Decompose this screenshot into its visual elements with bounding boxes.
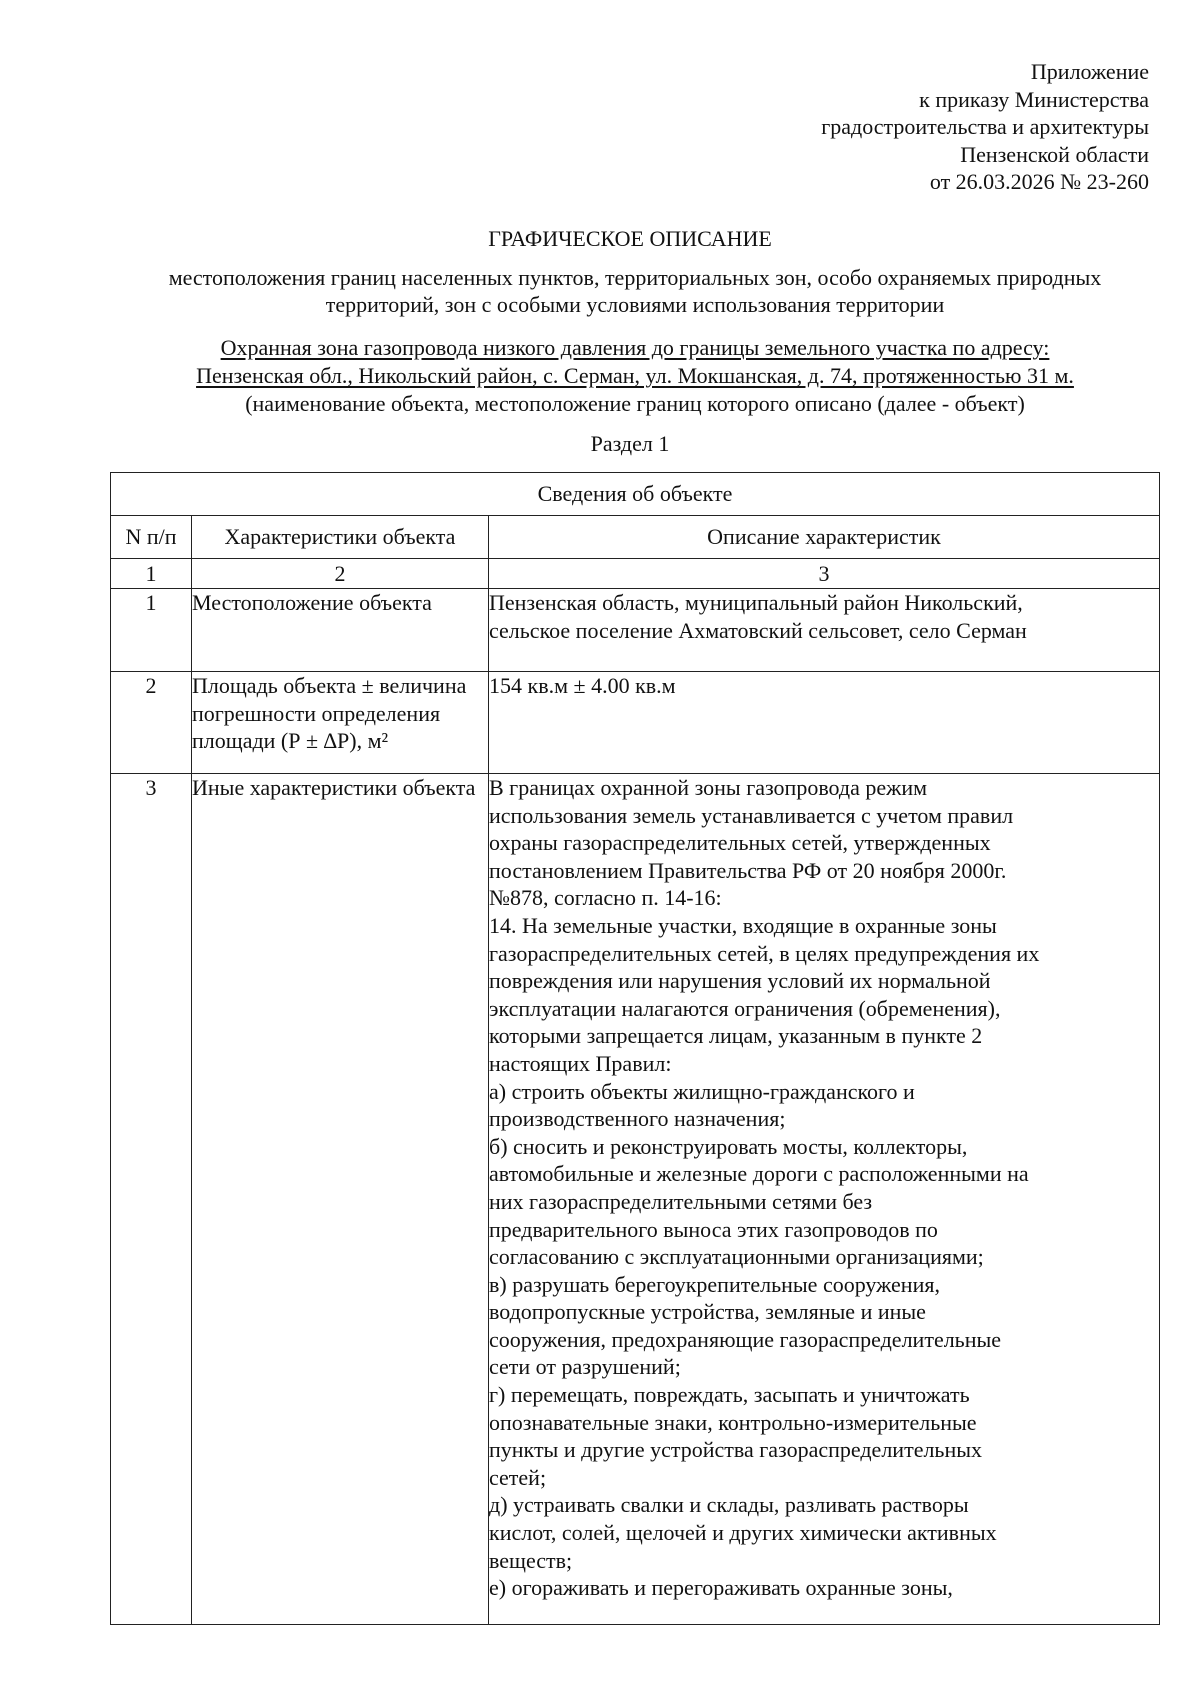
characteristic-line: Площадь объекта ± величина — [192, 673, 467, 698]
description-line: опознавательные знаки, контрольно-измерительные — [489, 1409, 977, 1435]
description-line: е) огораживать и перегораживать охранные зоны, — [489, 1575, 953, 1601]
description-line: В границах охранной зоны газопровода режим — [489, 775, 928, 800]
appendix-line: градостроительства и архитектуры — [821, 114, 1149, 139]
object-name-line: Охранная зона газопровода низкого давления до границы земельного участка по адресу: — [220, 335, 1050, 360]
description-line: кислот, солей, щелочей и других химически активных — [489, 1520, 997, 1546]
description-line: 154 кв.м ± 4.00 кв.м — [489, 673, 676, 698]
appendix-line: Пензенской области — [960, 141, 1149, 167]
object-name-caption: (наименование объекта, местоположение границ которого описано (далее - объект) — [245, 391, 1025, 416]
row-description — [489, 672, 1160, 774]
appendix-line: к приказу Министерства — [919, 86, 1149, 112]
table-caption: Сведения об объекте — [111, 473, 1160, 516]
subtitle-line: территорий, зон с особыми условиями использования территории — [325, 292, 945, 317]
characteristic-line: погрешности определения — [192, 700, 441, 726]
description-line: которыми запрещается лицам, указанным в пункте 2 — [489, 1023, 983, 1049]
description-line: Пензенская область, муниципальный район Никольский, — [489, 590, 1023, 615]
description-line: 14. На земельные участки, входящие в охранные зоны — [489, 912, 997, 938]
description-line: использования земель устанавливается с учетом правил — [489, 802, 1014, 828]
row-number: 3 — [111, 774, 192, 1625]
description-line: газораспределительных сетей, в целях предупреждения их — [489, 940, 1040, 966]
description-line: сети от разрушений; — [489, 1354, 681, 1380]
description-line: сетей; — [489, 1464, 547, 1490]
object-info-table — [110, 472, 1160, 1625]
characteristic-line: площади (Р ± ∆Р), м² — [192, 728, 389, 754]
description-line: водопропускные устройства, земляные и иные — [489, 1299, 926, 1325]
row-description — [489, 774, 1160, 1625]
subtitle-line: местоположения границ населенных пунктов, территориальных зон, особо охраняемых природных — [168, 265, 1102, 290]
description-line: эксплуатации налагаются ограничения (обременения), — [489, 995, 1001, 1021]
description-line: предварительного выноса этих газопроводов по — [489, 1216, 938, 1242]
document-title: ГРАФИЧЕСКОЕ ОПИСАНИЕ — [488, 226, 772, 251]
column-number: 3 — [489, 559, 1160, 589]
object-name-block — [110, 334, 1160, 418]
description-line: а) строить объекты жилищно-гражданского и — [489, 1078, 915, 1104]
description-line: настоящих Правил: — [489, 1050, 672, 1076]
description-line: №878, согласно п. 14-16: — [489, 885, 722, 911]
row-characteristic: Местоположение объекта — [192, 589, 489, 672]
description-line: охраны газораспределительных сетей, утвержденных — [489, 830, 991, 856]
description-line: в) разрушать берегоукрепительные сооружения, — [489, 1271, 940, 1297]
description-line: пункты и другие устройства газораспределительных — [489, 1437, 983, 1463]
row-description — [489, 589, 1160, 672]
description-line: д) устраивать свалки и склады, разливать растворы — [489, 1492, 969, 1518]
header-characteristic: Характеристики объекта — [192, 516, 489, 559]
row-number: 1 — [111, 589, 192, 672]
table-row — [111, 672, 1160, 774]
table-row — [111, 589, 1160, 672]
header-description: Описание характеристик — [489, 516, 1160, 559]
appendix-line: Приложение — [1030, 59, 1149, 84]
row-number: 2 — [111, 672, 192, 774]
description-line: производственного назначения; — [489, 1106, 786, 1132]
description-line: г) перемещать, повреждать, засыпать и уничтожать — [489, 1382, 970, 1408]
object-name-line: Пензенская обл., Никольский район, с. Серман, ул. Мокшанская, д. 74, протяженностью 31 м. — [196, 363, 1074, 388]
appendix-block — [821, 58, 1149, 196]
description-line: них газораспределительными сетями без — [489, 1188, 873, 1214]
description-line: согласованию с эксплуатационными организациями; — [489, 1244, 984, 1270]
description-line: сельское поселение Ахматовский сельсовет, село Серман — [489, 617, 1027, 643]
table-row — [111, 774, 1160, 1625]
description-line: автомобильные и железные дороги с расположенными на — [489, 1161, 1029, 1187]
column-number: 2 — [192, 559, 489, 589]
description-line: сооружения, предохраняющие газораспределительные — [489, 1326, 1002, 1352]
row-characteristic: Иные характеристики объекта — [192, 774, 489, 1625]
row-characteristic — [192, 672, 489, 774]
description-line: б) сносить и реконструировать мосты, коллекторы, — [489, 1133, 968, 1159]
appendix-line: от 26.03.2026 № 23-260 — [929, 169, 1149, 194]
header-num: N п/п — [111, 516, 192, 559]
section-heading: Раздел 1 — [590, 431, 670, 456]
description-line: повреждения или нарушения условий их нормальной — [489, 968, 991, 994]
description-line: веществ; — [489, 1547, 573, 1573]
description-line: постановлением Правительства РФ от 20 ноября 2000г. — [489, 857, 1007, 883]
document-subtitle — [110, 264, 1160, 318]
column-number: 1 — [111, 559, 192, 589]
